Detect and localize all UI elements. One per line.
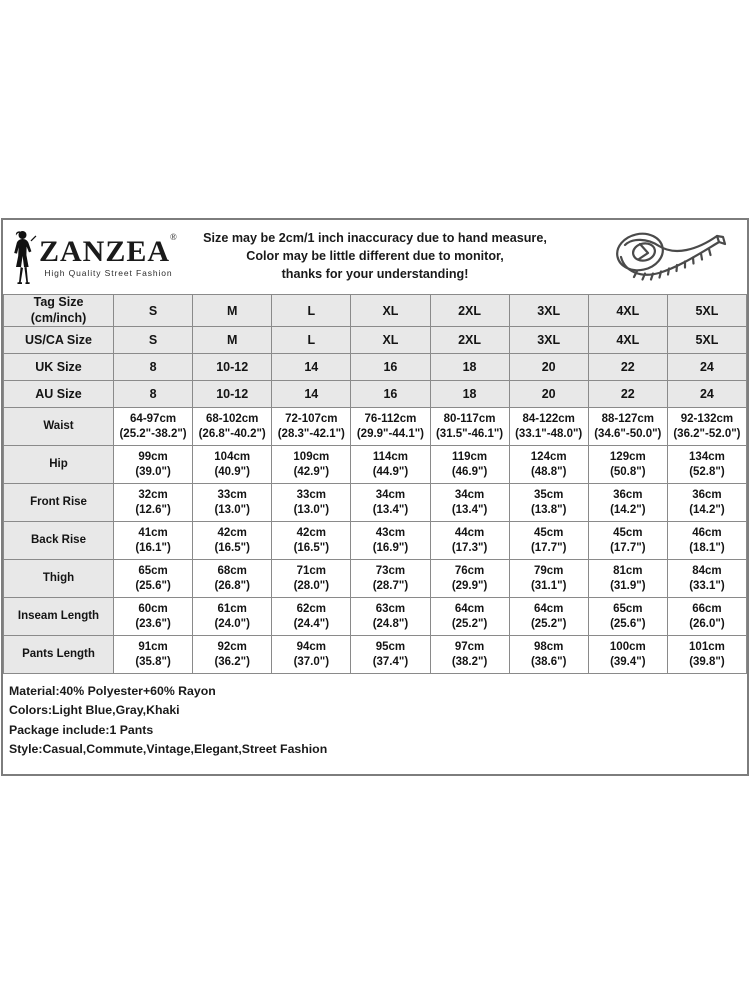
- cell-thigh-3xl: [509, 560, 588, 598]
- cell-thigh-m: [193, 560, 272, 598]
- cell-front-rise-2xl: [430, 484, 509, 522]
- cell-back-rise-3xl: [509, 522, 588, 560]
- brand-logo: [3, 229, 183, 285]
- info-material: Material:40% Polyester+60% Rayon: [9, 684, 216, 699]
- cell-waist-l: [272, 408, 351, 446]
- cell-tag-size-2xl: 2XL: [430, 295, 509, 327]
- cell-usca-m: M: [193, 327, 272, 354]
- row-label-waist: Waist: [4, 408, 114, 446]
- cell-uk-m: 10-12: [193, 354, 272, 381]
- value-inch: (13.0ʺ): [293, 503, 330, 516]
- value-inch: (46.9ʺ): [451, 465, 488, 478]
- value-inch: (29.9ʺ-44.1ʺ): [356, 427, 425, 440]
- value-cm: 124cm: [530, 451, 567, 464]
- value-cm: 92cm: [217, 641, 247, 654]
- value-cm: 97cm: [454, 641, 485, 654]
- cell-inseam-4xl: [588, 598, 667, 636]
- value-cm: 61cm: [217, 603, 247, 616]
- value-cm: 101cm: [689, 641, 725, 654]
- cell-au-l: 14: [272, 381, 351, 408]
- row-label-thigh: Thigh: [4, 560, 114, 598]
- value-inch: (34.6ʺ-50.0ʺ): [594, 427, 662, 440]
- registered-mark: ®: [170, 231, 178, 242]
- value-inch: (25.2ʺ): [451, 617, 488, 630]
- table-row-uk-size: [4, 354, 747, 381]
- value-cm: 73cm: [375, 565, 406, 578]
- table-row-back-rise: [4, 522, 747, 560]
- product-info: [3, 674, 747, 765]
- cell-au-4xl: 22: [588, 381, 667, 408]
- value-cm: 98cm: [533, 641, 564, 654]
- cell-inseam-2xl: [430, 598, 509, 636]
- cell-tag-size-l: L: [272, 295, 351, 327]
- cell-waist-3xl: [509, 408, 588, 446]
- cell-uk-xl: 16: [351, 354, 430, 381]
- value-inch: (25.2ʺ-38.2ʺ): [119, 427, 187, 440]
- cell-back-rise-5xl: [667, 522, 746, 560]
- value-inch: (16.9ʺ): [372, 541, 409, 554]
- value-inch: (31.9ʺ): [610, 579, 646, 592]
- cell-pants-length-l: [272, 636, 351, 674]
- value-inch: (14.2ʺ): [689, 503, 725, 516]
- cell-usca-4xl: 4XL: [588, 327, 667, 354]
- value-cm: 99cm: [138, 451, 168, 464]
- cell-inseam-xl: [351, 598, 430, 636]
- value-inch: (44.9ʺ): [372, 465, 409, 478]
- cell-au-m: 10-12: [193, 381, 272, 408]
- cell-back-rise-2xl: [430, 522, 509, 560]
- value-cm: 84-122cm: [522, 413, 575, 426]
- value-cm: 95cm: [375, 641, 406, 654]
- info-colors: Colors:Light Blue,Gray,Khaki: [9, 703, 180, 718]
- size-table-body: [4, 295, 747, 674]
- value-cm: 64-97cm: [130, 413, 177, 426]
- cell-uk-l: 14: [272, 354, 351, 381]
- cell-uk-3xl: 20: [509, 354, 588, 381]
- value-cm: 32cm: [138, 489, 168, 502]
- value-inch: (25.2ʺ): [530, 617, 567, 630]
- info-package: Package include:1 Pants: [9, 722, 154, 737]
- value-inch: (16.5ʺ): [214, 541, 250, 554]
- value-cm: 33cm: [217, 489, 247, 502]
- value-inch: (25.6ʺ): [610, 617, 646, 630]
- cell-uk-5xl: 24: [667, 354, 746, 381]
- size-chart-table: [3, 294, 747, 674]
- value-inch: (18.1ʺ): [689, 541, 725, 554]
- cell-waist-m: [193, 408, 272, 446]
- woman-silhouette-icon: [11, 229, 37, 285]
- value-cm: 76-112cm: [364, 413, 417, 426]
- value-cm: 84cm: [692, 565, 722, 578]
- value-inch: (24.8ʺ): [372, 617, 409, 630]
- cell-uk-s: 8: [114, 354, 193, 381]
- value-inch: (28.7ʺ): [372, 579, 409, 592]
- row-label-line-2: (cm/inch): [30, 310, 87, 325]
- cell-pants-length-3xl: [509, 636, 588, 674]
- cell-au-xl: 16: [351, 381, 430, 408]
- value-cm: 119cm: [451, 451, 488, 464]
- value-inch: (17.7ʺ): [610, 541, 646, 554]
- cell-back-rise-s: [114, 522, 193, 560]
- value-inch: (13.4ʺ): [451, 503, 488, 516]
- row-label-tag-size: [4, 295, 114, 327]
- value-inch: (13.4ʺ): [372, 503, 409, 516]
- table-row-front-rise: [4, 484, 747, 522]
- value-cm: 45cm: [613, 527, 643, 540]
- table-row-tag-size: [4, 295, 747, 327]
- value-cm: 72-107cm: [285, 413, 338, 426]
- value-inch: (39.4ʺ): [610, 655, 646, 668]
- value-inch: (39.0ʺ): [135, 465, 171, 478]
- value-cm: 46cm: [692, 527, 722, 540]
- value-inch: (24.4ʺ): [293, 617, 330, 630]
- value-cm: 63cm: [375, 603, 406, 616]
- row-label-inseam-length: Inseam Length: [4, 598, 114, 636]
- cell-thigh-2xl: [430, 560, 509, 598]
- value-cm: 60cm: [138, 603, 168, 616]
- value-cm: 134cm: [689, 451, 725, 464]
- value-inch: (28.0ʺ): [293, 579, 330, 592]
- value-inch: (13.8ʺ): [530, 503, 567, 516]
- cell-tag-size-3xl: 3XL: [509, 295, 588, 327]
- row-label-hip: Hip: [4, 446, 114, 484]
- cell-uk-4xl: 22: [588, 354, 667, 381]
- cell-au-s: 8: [114, 381, 193, 408]
- value-cm: 94cm: [296, 641, 327, 654]
- value-cm: 88-127cm: [601, 413, 655, 426]
- notice-line-2: Color may be little different due to monitor,: [246, 249, 504, 264]
- cell-tag-size-s: S: [114, 295, 193, 327]
- value-inch: (35.8ʺ): [135, 655, 171, 668]
- row-label-back-rise: Back Rise: [4, 522, 114, 560]
- row-label-au-size: AU Size: [4, 381, 114, 408]
- measurement-notice: [183, 230, 597, 284]
- row-label-pants-length: Pants Length: [4, 636, 114, 674]
- row-label-uk-size: UK Size: [4, 354, 114, 381]
- value-inch: (24.0ʺ): [214, 617, 250, 630]
- value-cm: 80-117cm: [443, 413, 496, 426]
- cell-hip-3xl: [509, 446, 588, 484]
- cell-pants-length-4xl: [588, 636, 667, 674]
- value-inch: (52.8ʺ): [689, 465, 725, 478]
- cell-au-2xl: 18: [430, 381, 509, 408]
- cell-hip-2xl: [430, 446, 509, 484]
- table-row-inseam-length: [4, 598, 747, 636]
- value-cm: 68cm: [217, 565, 247, 578]
- cell-au-3xl: 20: [509, 381, 588, 408]
- cell-usca-l: L: [272, 327, 351, 354]
- table-row-thigh: [4, 560, 747, 598]
- value-cm: 34cm: [454, 489, 485, 502]
- value-inch: (38.2ʺ): [451, 655, 488, 668]
- value-inch: (17.7ʺ): [530, 541, 567, 554]
- value-inch: (26.0ʺ): [689, 617, 725, 630]
- cell-waist-5xl: [667, 408, 746, 446]
- value-cm: 41cm: [138, 527, 168, 540]
- chart-banner: [3, 220, 747, 294]
- notice-line-3: thanks for your understanding!: [281, 266, 469, 281]
- cell-back-rise-m: [193, 522, 272, 560]
- value-cm: 33cm: [296, 489, 327, 502]
- measuring-tape-icon: [597, 220, 747, 294]
- cell-uk-2xl: 18: [430, 354, 509, 381]
- value-cm: 62cm: [296, 603, 327, 616]
- cell-usca-xl: XL: [351, 327, 430, 354]
- value-inch: (36.2ʺ-52.0ʺ): [673, 427, 741, 440]
- table-row-au-size: [4, 381, 747, 408]
- value-inch: (12.6ʺ): [135, 503, 171, 516]
- cell-front-rise-s: [114, 484, 193, 522]
- value-cm: 64cm: [533, 603, 564, 616]
- value-inch: (16.5ʺ): [293, 541, 330, 554]
- cell-usca-5xl: 5XL: [667, 327, 746, 354]
- cell-thigh-xl: [351, 560, 430, 598]
- cell-inseam-3xl: [509, 598, 588, 636]
- value-cm: 79cm: [533, 565, 564, 578]
- cell-pants-length-xl: [351, 636, 430, 674]
- value-cm: 129cm: [609, 451, 646, 464]
- cell-hip-xl: [351, 446, 430, 484]
- value-cm: 92-132cm: [680, 413, 734, 426]
- value-inch: (37.4ʺ): [372, 655, 409, 668]
- value-inch: (40.9ʺ): [214, 465, 250, 478]
- cell-pants-length-5xl: [667, 636, 746, 674]
- value-inch: (50.8ʺ): [610, 465, 646, 478]
- value-cm: 34cm: [375, 489, 406, 502]
- cell-front-rise-5xl: [667, 484, 746, 522]
- cell-pants-length-s: [114, 636, 193, 674]
- size-chart-frame: [1, 218, 749, 776]
- cell-thigh-s: [114, 560, 193, 598]
- value-cm: 100cm: [609, 641, 646, 654]
- cell-tag-size-m: M: [193, 295, 272, 327]
- value-inch: (31.1ʺ): [530, 579, 567, 592]
- value-cm: 109cm: [293, 451, 330, 464]
- cell-inseam-m: [193, 598, 272, 636]
- notice-line-1: Size may be 2cm/1 inch inaccuracy due to hand measure,: [203, 231, 547, 246]
- value-cm: 44cm: [454, 527, 485, 540]
- cell-hip-l: [272, 446, 351, 484]
- table-row-pants-length: [4, 636, 747, 674]
- value-inch: (42.9ʺ): [293, 465, 330, 478]
- value-inch: (36.2ʺ): [214, 655, 250, 668]
- cell-pants-length-m: [193, 636, 272, 674]
- cell-hip-s: [114, 446, 193, 484]
- value-cm: 45cm: [533, 527, 564, 540]
- value-inch: (25.6ʺ): [135, 579, 171, 592]
- cell-tag-size-5xl: 5XL: [667, 295, 746, 327]
- cell-pants-length-2xl: [430, 636, 509, 674]
- cell-hip-4xl: [588, 446, 667, 484]
- cell-thigh-4xl: [588, 560, 667, 598]
- table-row-usca-size: [4, 327, 747, 354]
- value-inch: (13.0ʺ): [214, 503, 250, 516]
- cell-thigh-5xl: [667, 560, 746, 598]
- cell-hip-m: [193, 446, 272, 484]
- value-cm: 71cm: [296, 565, 327, 578]
- brand-wordmark: [39, 231, 178, 278]
- value-inch: (14.2ʺ): [610, 503, 646, 516]
- table-row-hip: [4, 446, 747, 484]
- value-inch: (16.1ʺ): [135, 541, 171, 554]
- value-cm: 114cm: [372, 451, 409, 464]
- value-inch: (48.8ʺ): [530, 465, 567, 478]
- brand-tagline: High Quality Street Fashion: [44, 267, 173, 278]
- cell-front-rise-4xl: [588, 484, 667, 522]
- cell-au-5xl: 24: [667, 381, 746, 408]
- table-row-waist: [4, 408, 747, 446]
- cell-back-rise-l: [272, 522, 351, 560]
- cell-front-rise-l: [272, 484, 351, 522]
- value-cm: 65cm: [138, 565, 168, 578]
- value-cm: 65cm: [613, 603, 643, 616]
- cell-waist-xl: [351, 408, 430, 446]
- value-cm: 81cm: [613, 565, 643, 578]
- cell-hip-5xl: [667, 446, 746, 484]
- cell-tag-size-4xl: 4XL: [588, 295, 667, 327]
- value-cm: 42cm: [296, 527, 327, 540]
- row-label-line-1: Tag Size: [33, 295, 84, 309]
- cell-waist-4xl: [588, 408, 667, 446]
- value-cm: 76cm: [454, 565, 485, 578]
- value-inch: (26.8ʺ): [214, 579, 250, 592]
- value-cm: 66cm: [692, 603, 722, 616]
- cell-front-rise-3xl: [509, 484, 588, 522]
- cell-inseam-5xl: [667, 598, 746, 636]
- value-cm: 36cm: [613, 489, 643, 502]
- value-inch: (39.8ʺ): [689, 655, 725, 668]
- cell-waist-2xl: [430, 408, 509, 446]
- value-cm: 43cm: [375, 527, 406, 540]
- value-inch: (26.8ʺ-40.2ʺ): [198, 427, 266, 440]
- cell-usca-s: S: [114, 327, 193, 354]
- value-cm: 91cm: [138, 641, 168, 654]
- value-inch: (37.0ʺ): [293, 655, 330, 668]
- info-style: Style:Casual,Commute,Vintage,Elegant,Street Fashion: [9, 741, 328, 756]
- cell-usca-2xl: 2XL: [430, 327, 509, 354]
- value-inch: (17.3ʺ): [451, 541, 488, 554]
- value-cm: 64cm: [454, 603, 485, 616]
- cell-waist-s: [114, 408, 193, 446]
- value-inch: (28.3ʺ-42.1ʺ): [277, 427, 345, 440]
- cell-back-rise-4xl: [588, 522, 667, 560]
- value-inch: (29.9ʺ): [451, 579, 488, 592]
- cell-thigh-l: [272, 560, 351, 598]
- value-cm: 68-102cm: [205, 413, 259, 426]
- value-cm: 104cm: [214, 451, 251, 464]
- cell-inseam-l: [272, 598, 351, 636]
- value-cm: 35cm: [533, 489, 564, 502]
- cell-front-rise-m: [193, 484, 272, 522]
- value-inch: (38.6ʺ): [530, 655, 567, 668]
- row-label-usca-size: US/CA Size: [4, 327, 114, 354]
- value-inch: (31.5ʺ-46.1ʺ): [435, 427, 504, 440]
- value-inch: (33.1ʺ-48.0ʺ): [515, 427, 583, 440]
- value-cm: 36cm: [692, 489, 722, 502]
- cell-back-rise-xl: [351, 522, 430, 560]
- value-cm: 42cm: [217, 527, 247, 540]
- cell-front-rise-xl: [351, 484, 430, 522]
- value-inch: (23.6ʺ): [135, 617, 171, 630]
- cell-usca-3xl: 3XL: [509, 327, 588, 354]
- cell-tag-size-xl: XL: [351, 295, 430, 327]
- row-label-front-rise: Front Rise: [4, 484, 114, 522]
- value-inch: (33.1ʺ): [689, 579, 725, 592]
- cell-inseam-s: [114, 598, 193, 636]
- brand-name: ZANZEA: [39, 234, 171, 268]
